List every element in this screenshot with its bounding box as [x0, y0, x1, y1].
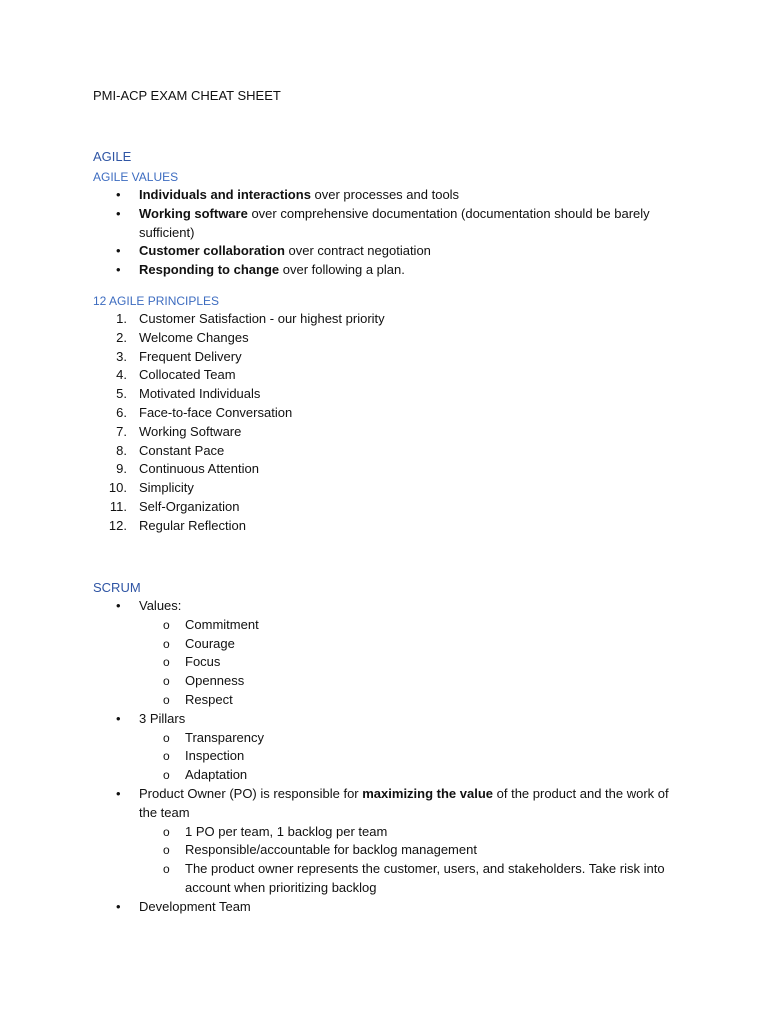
bullet-icon: • [116, 598, 121, 613]
list-item: 11. Self-Organization [109, 498, 240, 514]
circle-bullet-icon: o [163, 768, 170, 783]
agile-principles-list [93, 310, 683, 536]
circle-bullet-icon: o [163, 730, 170, 745]
circle-bullet-icon: o [163, 749, 170, 764]
list-item: 4. Collocated Team [116, 367, 236, 383]
list-item: 6. Face-to-face Conversation [116, 404, 293, 420]
list-item: 7. Working Software [116, 423, 242, 439]
circle-bullet-icon: o [163, 655, 170, 670]
list-item: o Transparency [139, 729, 683, 748]
list-item: 12. Regular Reflection [108, 517, 246, 533]
list-item: 3. Frequent Delivery [116, 348, 242, 364]
list-item: • Values: o Commitment o Courage o Focus o Openness o Respect [93, 597, 683, 710]
bullet-icon: • [116, 262, 121, 278]
list-item: • Working software over comprehensive documentation (documentation should be barely sufficient) [116, 205, 650, 240]
circle-bullet-icon: o [163, 617, 170, 632]
heading-agile-values: AGILE VALUES [93, 170, 179, 184]
heading-scrum: SCRUM [93, 580, 141, 595]
circle-bullet-icon: o [163, 843, 170, 858]
list-item: 8. Constant Pace [116, 442, 225, 458]
bullet-icon: • [116, 243, 121, 259]
list-item: o Adaptation [139, 766, 683, 785]
circle-bullet-icon: o [163, 824, 170, 839]
scrum-po-sublist [139, 823, 683, 898]
list-item: o 1 PO per team, 1 backlog per team [139, 823, 683, 842]
scrum-list [93, 597, 683, 917]
bullet-icon: • [116, 187, 121, 202]
circle-bullet-icon: o [163, 674, 170, 689]
bullet-icon: • [116, 898, 121, 914]
agile-values-list [93, 186, 683, 280]
circle-bullet-icon: o [163, 692, 170, 707]
bullet-icon: • [116, 785, 121, 801]
list-item: o Openness [139, 672, 683, 691]
list-item: o Focus [139, 653, 683, 672]
list-item: o Inspection [139, 747, 683, 766]
circle-bullet-icon: o [163, 862, 170, 877]
heading-agile: AGILE [93, 149, 132, 164]
list-item: 2. Welcome Changes [116, 329, 249, 345]
list-item: • Development Team [93, 898, 683, 917]
bullet-icon: • [116, 205, 121, 221]
list-item: • Individuals and interactions over processes and tools [93, 186, 683, 205]
circle-bullet-icon: o [163, 636, 170, 651]
heading-agile-principles: 12 AGILE PRINCIPLES [93, 294, 220, 308]
list-item: • Responding to change over following a plan. [93, 261, 683, 280]
list-item: o Commitment [139, 616, 683, 635]
document-title: PMI-ACP EXAM CHEAT SHEET [93, 88, 281, 103]
list-item: • Product Owner (PO) is responsible for maximizing the value of the product and the work of the team o 1 PO per team, 1 backlog per team o Responsible/accountable for backlog management o The product owner represents the customer, users, and stakeholders. Take risk into account when prioritizing backlog [93, 785, 683, 898]
bullet-icon: • [116, 710, 121, 726]
list-item: 9. Continuous Attention [116, 461, 259, 477]
list-item: 10. Simplicity [108, 480, 194, 496]
list-item: o Courage [139, 635, 683, 654]
list-item: o Respect [139, 691, 683, 710]
list-item: 1. Customer Satisfaction - our highest priority [116, 311, 385, 326]
list-item: 5. Motivated Individuals [116, 386, 261, 402]
scrum-values-sublist [139, 616, 683, 710]
list-item: • 3 Pillars o Transparency o Inspection o Adaptation [93, 710, 683, 785]
list-item: o The product owner represents the customer, users, and stakeholders. Take risk into account when prioritizing backlog [163, 861, 665, 895]
scrum-pillars-sublist [139, 729, 683, 785]
list-item: o Responsible/accountable for backlog management [139, 841, 683, 860]
list-item: • Customer collaboration over contract negotiation [93, 242, 683, 261]
